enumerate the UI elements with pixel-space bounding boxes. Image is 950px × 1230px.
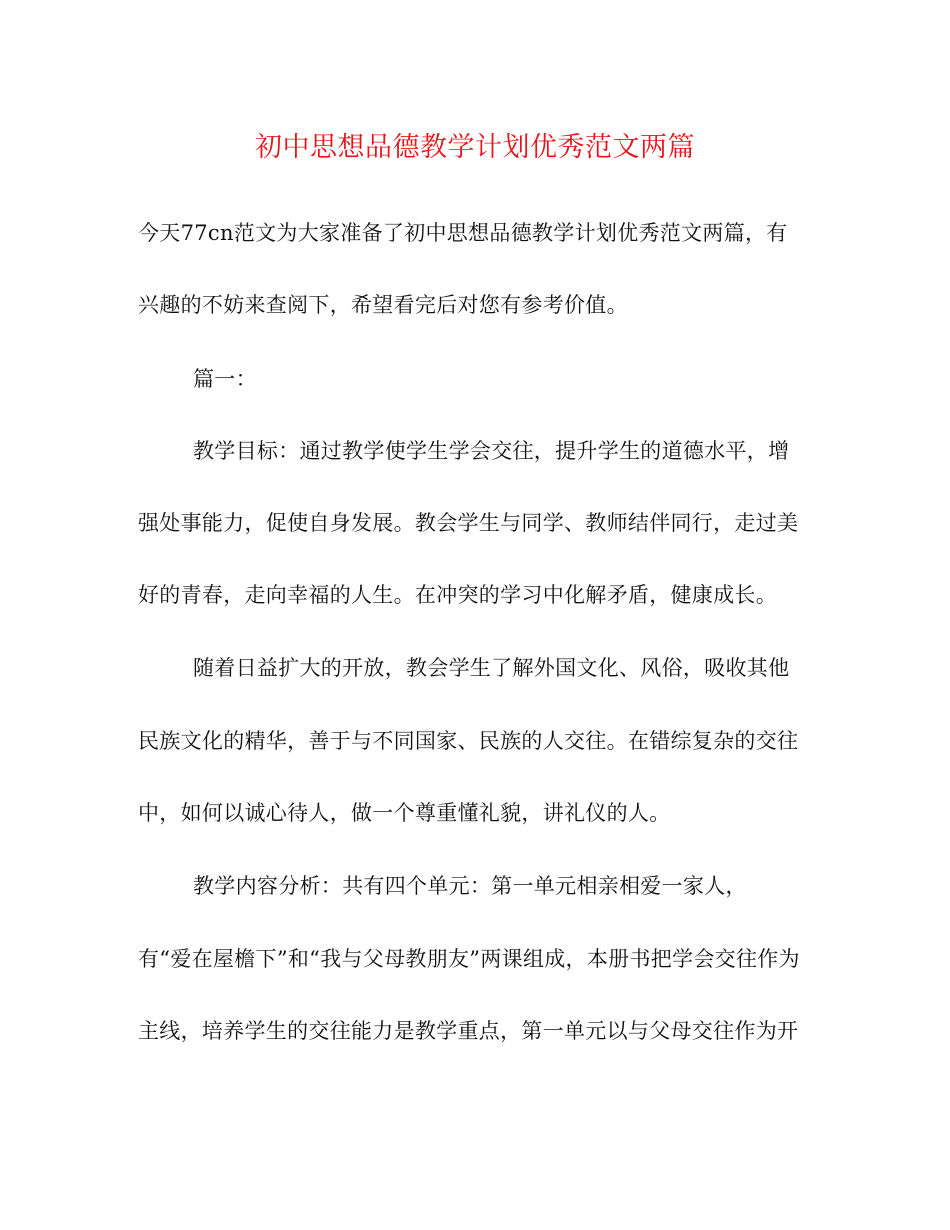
paragraph-line: 强处事能力，促使自身发展。教会学生与同学、教师结伴同行，走过美 xyxy=(138,511,799,535)
document-title: 初中思想品德教学计划优秀范文两篇 xyxy=(255,132,695,163)
paragraph-line: 好的青春，走向幸福的人生。在冲突的学习中化解矛盾，健康成长。 xyxy=(138,583,777,607)
paragraph-line: 民族文化的精华，善于与不同国家、民族的人交往。在错综复杂的交往 xyxy=(138,729,799,753)
paragraph-line: 兴趣的不妨来查阅下，希望看完后对您有参考价值。 xyxy=(138,293,628,317)
paragraph-line: 有“爱在屋檐下”和“我与父母教朋友”两课组成，本册书把学会交往作为 xyxy=(138,947,800,971)
paragraph-line: 教学内容分析：共有四个单元：第一单元相亲相爱一家人， xyxy=(193,874,747,898)
paragraph-line: 随着日益扩大的开放，教会学生了解外国文化、风俗，吸收其他 xyxy=(193,656,790,680)
paragraph-line: 教学目标：通过教学使学生学会交往，提升学生的道德水平，增 xyxy=(193,439,790,463)
section-heading: 篇一： xyxy=(193,367,257,391)
paragraph-line: 主线，培养学生的交往能力是教学重点，第一单元以与父母交往作为开 xyxy=(138,1019,799,1043)
paragraph-line: 中，如何以诚心待人，做一个尊重懂礼貌，讲礼仪的人。 xyxy=(138,801,671,825)
paragraph-line: 今天77cn范文为大家准备了初中思想品德教学计划优秀范文两篇，有 xyxy=(138,221,788,245)
